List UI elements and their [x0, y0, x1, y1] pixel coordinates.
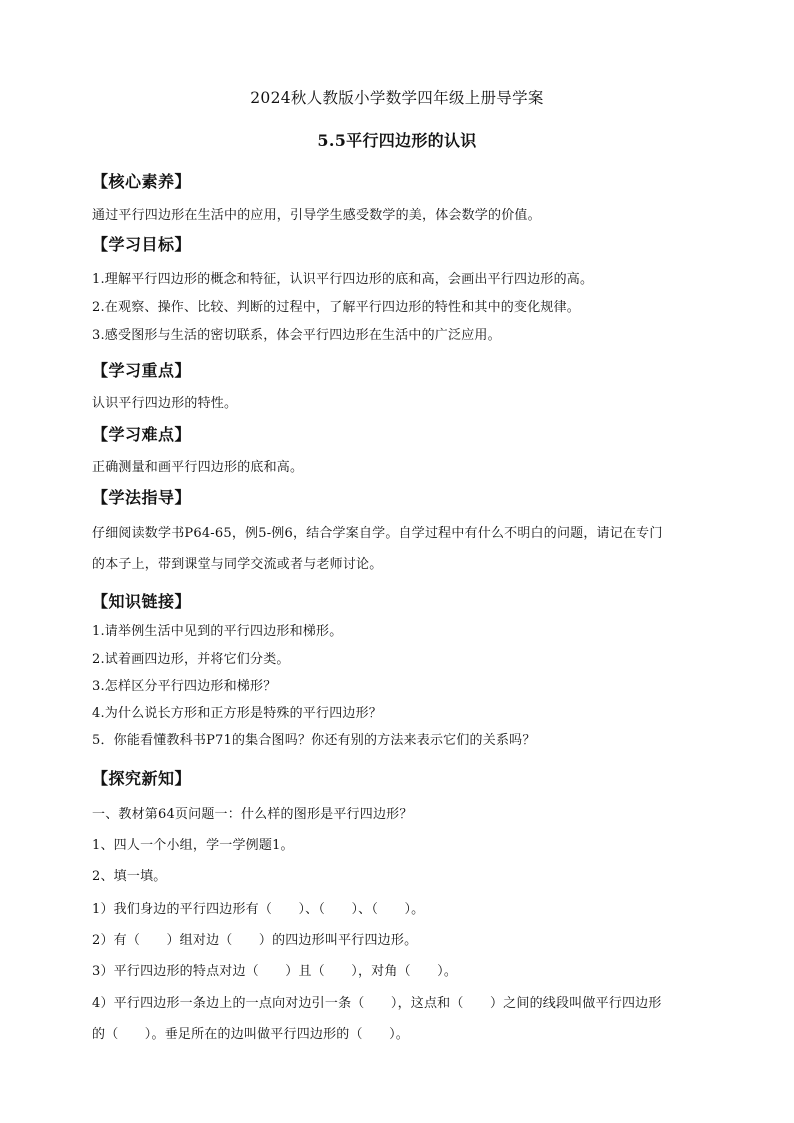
goal-line: 3.感受图形与生活的密切联系，体会平行四边形在生活中的广泛应用。	[92, 328, 501, 343]
link-line: 4.为什么说长方形和正方形是特殊的平行四边形？	[92, 706, 383, 721]
document-title: 2024秋人教版小学数学四年级上册导学案	[250, 89, 544, 107]
section-heading-goals: 【学习目标】	[92, 235, 192, 254]
explore-line: 2、填一填。	[92, 869, 167, 884]
goal-line: 2.在观察、操作、比较、判断的过程中，了解平行四边形的特性和其中的变化规律。	[92, 300, 581, 315]
key-line: 认识平行四边形的特性。	[92, 396, 238, 411]
section-heading-key: 【学习重点】	[92, 361, 192, 380]
explore-line: 3）平行四边形的特点对边（ ）且（ ），对角（ ）。	[92, 964, 458, 979]
section-heading-core: 【核心素养】	[92, 172, 192, 191]
explore-line: 的（ ）。垂足所在的边叫做平行四边形的（ ）。	[92, 1027, 410, 1042]
section-heading-method: 【学法指导】	[92, 488, 192, 507]
section-heading-difficulty: 【学习难点】	[92, 425, 192, 444]
link-line: 2.试着画四边形，并将它们分类。	[92, 652, 290, 667]
link-line: 3.怎样区分平行四边形和梯形？	[92, 679, 277, 694]
explore-line: 1）我们身边的平行四边形有（ ）、（ ）、（ ）。	[92, 902, 425, 917]
core-line: 通过平行四边形在生活中的应用，引导学生感受数学的美，体会数学的价值。	[92, 208, 541, 223]
explore-line: 2）有（ ）组对边（ ）的四边形叫平行四边形。	[92, 933, 418, 948]
link-line: 1.请举例生活中见到的平行四边形和梯形。	[92, 624, 343, 639]
explore-line: 4）平行四边形一条边上的一点向对边引一条（ ），这点和（ ）之间的线段叫做平行四边形	[92, 996, 662, 1011]
difficulty-line: 正确测量和画平行四边形的底和高。	[92, 460, 304, 475]
link-line: 5．你能看懂教科书P71的集合图吗？你还有别的方法来表示它们的关系吗？	[92, 733, 536, 748]
explore-line: 1、四人一个小组，学一学例题1。	[92, 838, 294, 853]
method-line: 仔细阅读数学书P64-65，例5-例6，结合学案自学。自学过程中有什么不明白的问题，请记在专门	[92, 526, 663, 541]
explore-line: 一、教材第64页问题一：什么样的图形是平行四边形？	[92, 807, 413, 822]
method-line: 的本子上，带到课堂与同学交流或者与老师讨论。	[92, 557, 383, 572]
section-heading-explore: 【探究新知】	[92, 769, 192, 788]
section-heading-links: 【知识链接】	[92, 592, 192, 611]
lesson-title: 5.5平行四边形的认识	[317, 131, 477, 150]
goal-line: 1.理解平行四边形的概念和特征，认识平行四边形的底和高，会画出平行四边形的高。	[92, 272, 594, 287]
